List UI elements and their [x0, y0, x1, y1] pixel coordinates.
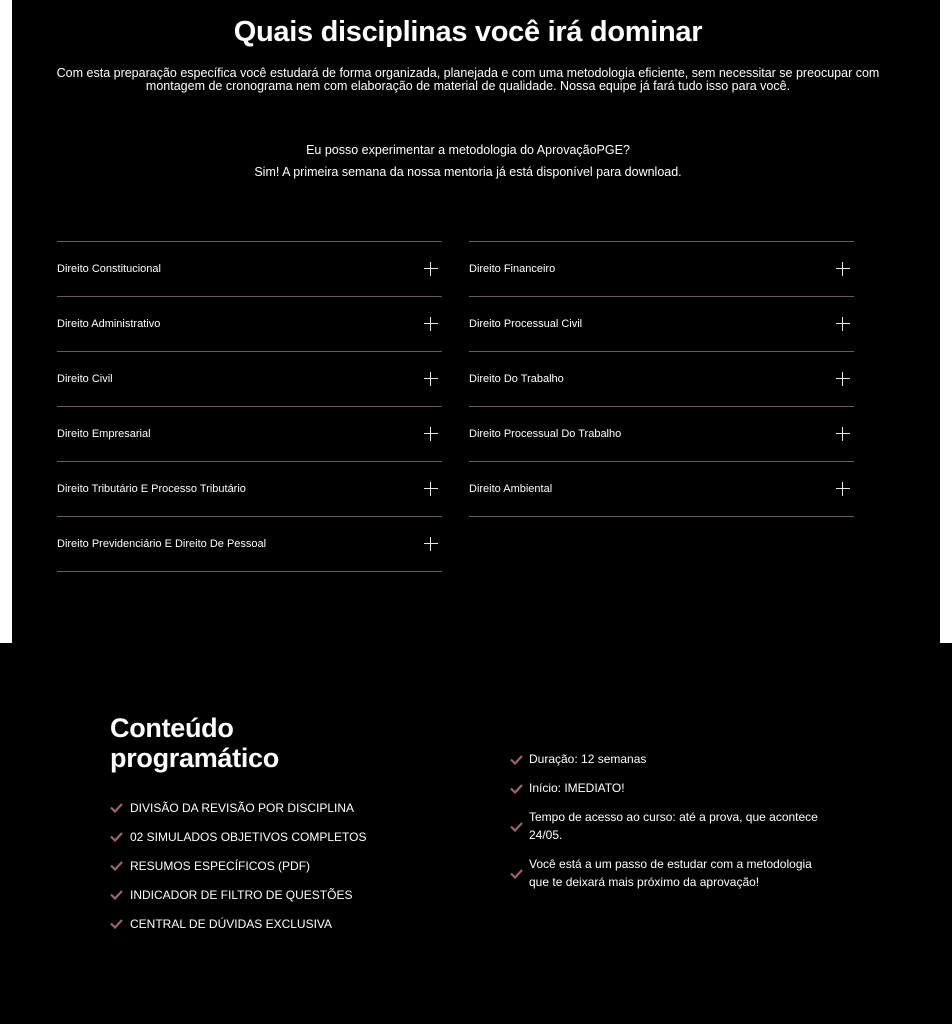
accordion-label: Direito Processual Do Trabalho [469, 428, 622, 440]
info-item [510, 808, 830, 844]
list-item [110, 793, 367, 822]
accordion-label: Direito Previdenciário E Direito De Pessoal [57, 538, 267, 550]
plus-icon[interactable] [836, 427, 850, 441]
check-icon [510, 753, 523, 766]
accordion-left [57, 241, 442, 572]
list-item-text: INDICADOR DE FILTRO DE QUESTÕES [130, 887, 353, 902]
accordion-label: Direito Empresarial [57, 428, 151, 440]
plus-icon[interactable] [836, 317, 850, 331]
plus-icon[interactable] [836, 482, 850, 496]
accordion-right [469, 241, 854, 517]
accordion-item[interactable] [469, 241, 854, 296]
section-title: Quais disciplinas você irá dominar [233, 16, 703, 48]
list-item [110, 880, 367, 909]
check-icon [110, 859, 123, 872]
accordion-item[interactable] [469, 351, 854, 406]
info-access: Tempo de acesso ao curso: até a prova, que acontece 24/05. [529, 810, 818, 842]
check-icon [110, 888, 123, 901]
accordion-label: Direito Civil [57, 373, 113, 385]
accordion-item[interactable] [469, 406, 854, 461]
check-icon [110, 801, 123, 814]
accordion-item[interactable] [57, 461, 442, 516]
accordion-label: Direito Do Trabalho [469, 373, 564, 385]
plus-icon[interactable] [424, 537, 438, 551]
content-title [110, 713, 279, 773]
plus-icon[interactable] [836, 262, 850, 276]
accordion-item[interactable] [469, 461, 854, 517]
content-title-line2: programático [110, 743, 279, 773]
list-item-text: 02 SIMULADOS OBJETIVOS COMPLETOS [130, 829, 367, 844]
accordion-item[interactable] [57, 351, 442, 406]
answer-text: Sim! A primeira semana da nossa mentoria já está disponível para download. [254, 165, 682, 179]
content-list [110, 793, 367, 938]
list-item [110, 822, 367, 851]
accordion-item[interactable] [57, 406, 442, 461]
accordion-label: Direito Financeiro [469, 263, 556, 275]
check-icon [510, 867, 523, 880]
list-item [110, 851, 367, 880]
info-item [510, 779, 830, 797]
info-item [510, 855, 830, 891]
info-list [510, 750, 830, 902]
accordion-label: Direito Administrativo [57, 318, 161, 330]
plus-icon[interactable] [424, 262, 438, 276]
check-icon [110, 917, 123, 930]
accordion-item[interactable] [57, 516, 442, 572]
accordion-item[interactable] [469, 296, 854, 351]
list-item-text: DIVISÃO DA REVISÃO POR DISCIPLINA [130, 800, 355, 815]
plus-icon[interactable] [424, 372, 438, 386]
plus-icon[interactable] [836, 372, 850, 386]
check-icon [110, 830, 123, 843]
plus-icon[interactable] [424, 427, 438, 441]
check-icon [510, 820, 523, 833]
plus-icon[interactable] [424, 317, 438, 331]
accordion-label: Direito Tributário E Processo Tributário [57, 483, 246, 495]
info-item [510, 750, 830, 768]
info-duration: Duração: 12 semanas [529, 752, 647, 766]
content-section [0, 643, 952, 1024]
info-step: Você está a um passo de estudar com a metodologia que te deixará mais próximo da aprovação! [529, 857, 812, 889]
list-item [110, 909, 367, 938]
check-icon [510, 782, 523, 795]
plus-icon[interactable] [424, 482, 438, 496]
list-item-text: CENTRAL DE DÚVIDAS EXCLUSIVA [130, 916, 333, 931]
accordion-item[interactable] [57, 241, 442, 296]
accordion-item[interactable] [57, 296, 442, 351]
accordion-label: Direito Ambiental [469, 483, 553, 495]
accordion-label: Direito Processual Civil [469, 318, 583, 330]
disciplines-section [12, 0, 940, 643]
question-text: Eu posso experimentar a metodologia do AprovaçãoPGE? [306, 143, 630, 157]
info-start: Início: IMEDIATO! [529, 781, 625, 795]
content-title-line1: Conteúdo [110, 713, 234, 743]
list-item-text: RESUMOS ESPECÍFICOS (PDF) [130, 858, 311, 873]
accordion-label: Direito Constitucional [57, 263, 161, 275]
intro-text: Com esta preparação específica você estudará de forma organizada, planejada e com uma metodologia eficiente, sem necessitar se preocupar com montagem de cronograma nem com elaboração de material de qualidade. Nossa equipe já fará tudo isso para você. [56, 66, 880, 93]
